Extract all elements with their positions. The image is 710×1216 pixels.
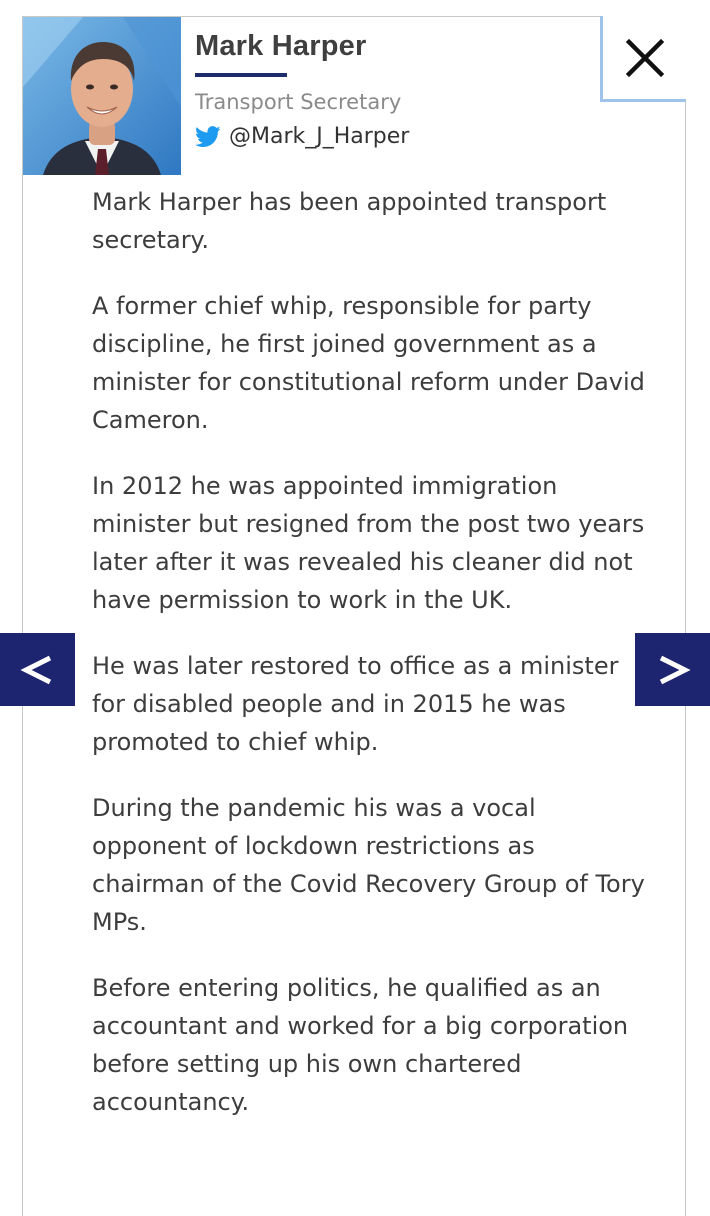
previous-button[interactable]: [0, 633, 75, 706]
bio-paragraph: Mark Harper has been appointed transport secretary.: [92, 188, 607, 254]
chevron-right-icon: [653, 650, 693, 690]
twitter-link[interactable]: [195, 124, 409, 149]
profile-name: Mark Harper: [195, 30, 367, 62]
close-button[interactable]: [600, 16, 686, 102]
bio-paragraph: A former chief whip, responsible for party discipline, he first joined government as a minister for constitutional reform under David Cameron.: [92, 292, 645, 434]
name-underline: [195, 73, 287, 77]
bio-paragraph: He was later restored to office as a minister for disabled people and in 2015 he was promoted to chief whip.: [92, 652, 619, 756]
twitter-handle[interactable]: @Mark_J_Harper: [229, 124, 410, 149]
bio-text: [92, 183, 652, 1149]
portrait-image: [23, 17, 181, 175]
profile-role: Transport Secretary: [195, 90, 402, 114]
bio-paragraph: Before entering politics, he qualified as an accountant and worked for a big corporation before setting up his own chartered accountancy.: [92, 974, 629, 1116]
bio-paragraph: In 2012 he was appointed immigration minister but resigned from the post two years later after it was revealed his cleaner did not have permission to work in the UK.: [92, 472, 645, 614]
profile-photo: [23, 17, 181, 175]
twitter-icon: [195, 126, 221, 148]
close-icon: [625, 38, 665, 78]
next-button[interactable]: [635, 633, 710, 706]
chevron-left-icon: [18, 650, 58, 690]
bio-paragraph: During the pandemic his was a vocal opponent of lockdown restrictions as chairman of the Covid Recovery Group of Tory MPs.: [92, 794, 645, 936]
